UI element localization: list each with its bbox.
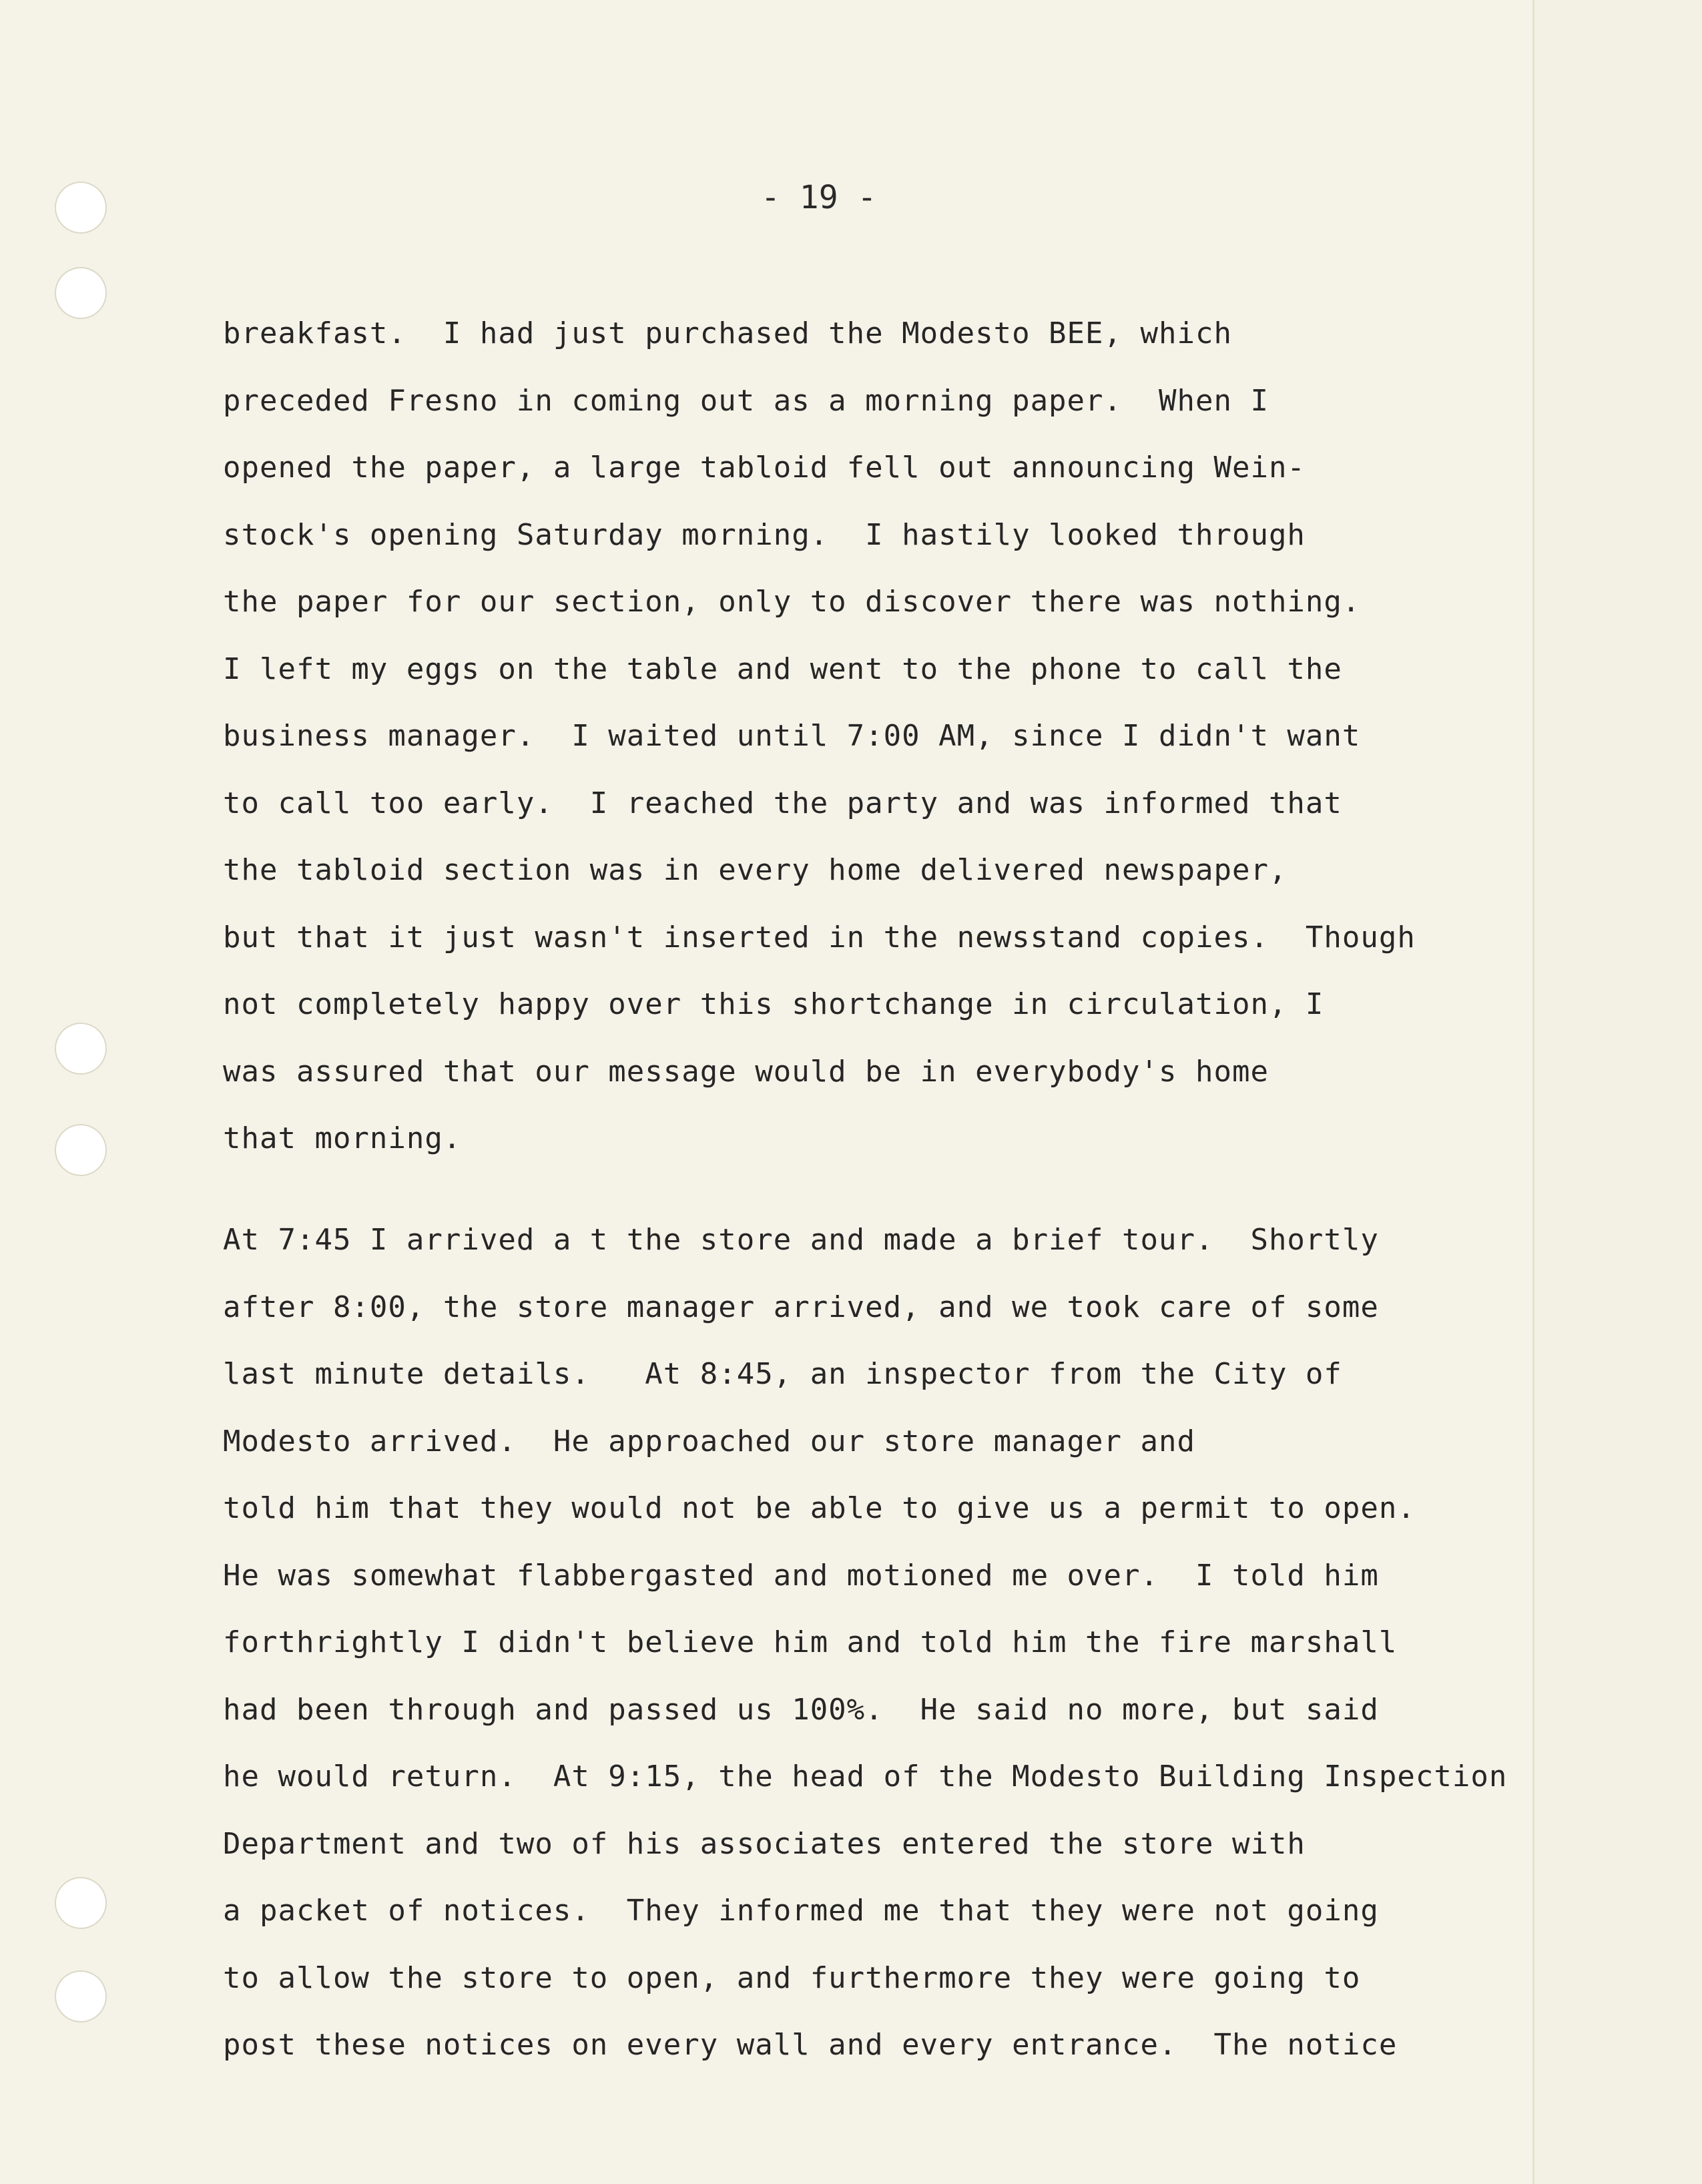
text-line: I left my eggs on the table and went to the phone to call the (223, 651, 1342, 686)
text-line: At 7:45 I arrived a t the store and made a brief tour. Shortly (223, 1223, 1379, 1257)
text-line: breakfast. I had just purchased the Modesto BEE, which (223, 316, 1232, 350)
page-number: - 19 - (761, 179, 877, 216)
text-line: the paper for our section, only to discover there was nothing. (223, 585, 1361, 619)
text-line: Modesto arrived. He approached our store manager and (223, 1424, 1195, 1458)
text-line: a packet of notices. They informed me that they were not going (223, 1894, 1379, 1928)
text-line: to allow the store to open, and furthermore they were going to (223, 1960, 1361, 1995)
punch-hole-5 (55, 1877, 107, 1929)
paragraph-1 (223, 300, 1645, 1173)
punch-hole-4 (55, 1124, 107, 1176)
text-line: had been through and passed us 100%. He said no more, but said (223, 1692, 1379, 1727)
text-line: that morning. (223, 1121, 462, 1155)
text-line: Department and two of his associates entered the store with (223, 1826, 1306, 1861)
punch-hole-6 (55, 1970, 107, 2022)
punch-hole-2 (55, 267, 107, 319)
punch-hole-3 (55, 1023, 107, 1075)
text-line: forthrightly I didn't believe him and told him the fire marshall (223, 1625, 1398, 1659)
text-line: the tabloid section was in every home delivered newspaper, (223, 853, 1288, 887)
text-line: opened the paper, a large tabloid fell out announcing Wein- (223, 451, 1306, 485)
text-line: He was somewhat flabbergasted and motioned me over. I told him (223, 1558, 1379, 1593)
paragraph-2 (223, 1207, 1645, 2079)
text-line: post these notices on every wall and every entrance. The notice (223, 2028, 1398, 2062)
text-line: he would return. At 9:15, the head of the Modesto Building Inspection (223, 1759, 1508, 1794)
text-line: last minute details. At 8:45, an inspector from the City of (223, 1357, 1342, 1391)
text-line: business manager. I waited until 7:00 AM, since I didn't want (223, 719, 1361, 753)
text-line: told him that they would not be able to give us a permit to open. (223, 1491, 1416, 1525)
text-line: not completely happy over this shortchange in circulation, I (223, 987, 1324, 1021)
text-line: to call too early. I reached the party and was informed that (223, 786, 1342, 820)
punch-hole-1 (55, 182, 107, 234)
text-line: stock's opening Saturday morning. I hastily looked through (223, 517, 1306, 552)
text-line: but that it just wasn't inserted in the newsstand copies. Though (223, 920, 1416, 954)
text-line: preceded Fresno in coming out as a morning paper. When I (223, 383, 1269, 418)
text-line: after 8:00, the store manager arrived, and we took care of some (223, 1290, 1379, 1324)
text-line: was assured that our message would be in everybody's home (223, 1054, 1269, 1089)
